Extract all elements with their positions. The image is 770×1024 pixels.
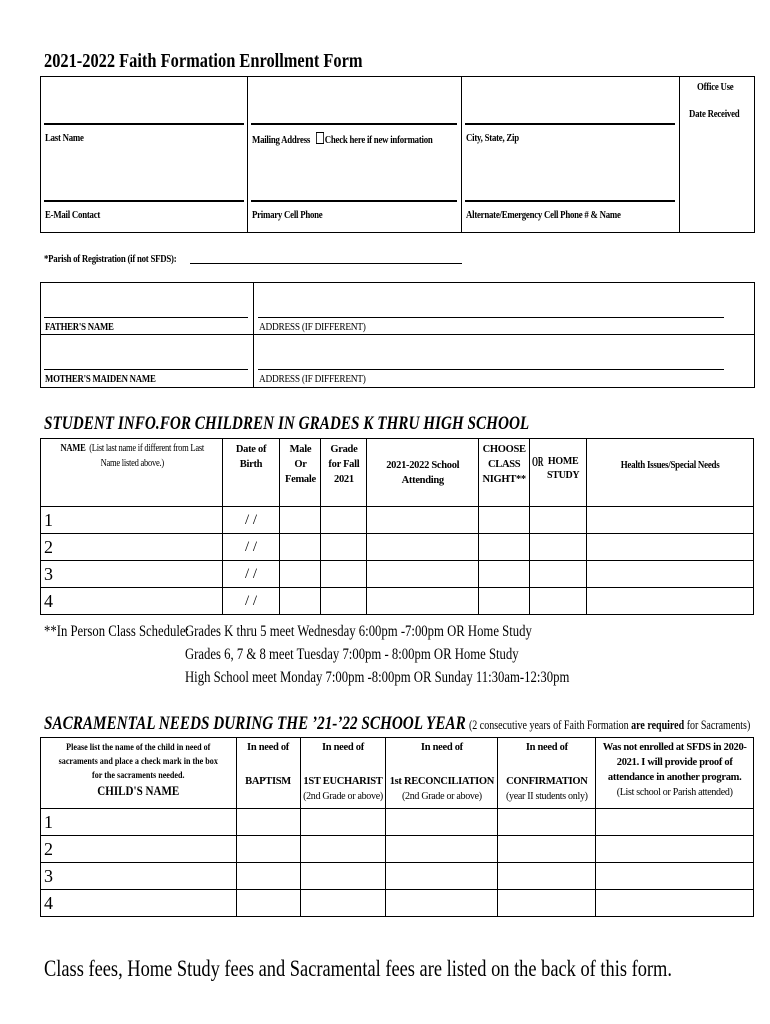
school-cell[interactable] — [367, 588, 479, 615]
fees-footer: Class fees, Home Study fees and Sacramental fees are listed on the back of this form. — [44, 956, 672, 981]
parish-field[interactable] — [190, 263, 462, 264]
reconciliation-cell[interactable] — [386, 863, 498, 890]
reconciliation-cell[interactable] — [386, 890, 498, 917]
student-row-number: 2 — [41, 534, 223, 561]
new-info-checkbox[interactable] — [316, 132, 324, 144]
student-row-number: 1 — [41, 507, 223, 534]
class-night-cell[interactable] — [479, 534, 530, 561]
sacrament-row-number: 2 — [41, 836, 237, 863]
schedule-line-3: High School meet Monday 7:00pm -8:00pm OR Sunday 11:30am-12:30pm — [185, 669, 570, 686]
baptism-cell[interactable] — [236, 863, 300, 890]
primary-cell-label: Primary Cell Phone — [252, 209, 323, 221]
col-confirmation-header: In need of CONFIRMATION (year II students only) — [498, 738, 596, 809]
health-cell[interactable] — [587, 561, 754, 588]
dob-cell[interactable]: / / — [222, 561, 280, 588]
col-child-header: Please list the name of the child in need of sacraments and place a check mark in the box for the sacraments needed. CHILD'S NAME — [41, 738, 237, 809]
schedule-line-2: Grades 6, 7 & 8 meet Tuesday 7:00pm - 8:00pm OR Home Study — [185, 646, 519, 663]
mother-address-label: ADDRESS (IF DIFFERENT) — [259, 373, 366, 385]
primary-cell-field[interactable] — [251, 200, 457, 202]
office-use-label: Office Use — [697, 81, 734, 93]
alternate-phone-label: Alternate/Emergency Cell Phone # & Name — [466, 209, 621, 221]
last-name-field[interactable] — [44, 123, 244, 125]
not-enrolled-cell[interactable] — [596, 809, 754, 836]
eucharist-cell[interactable] — [300, 809, 386, 836]
email-label: E-Mail Contact — [45, 209, 101, 221]
col-grade-header: Grade for Fall 2021 — [321, 439, 367, 507]
not-enrolled-cell[interactable] — [596, 836, 754, 863]
sacrament-row-number: 4 — [41, 890, 237, 917]
col-not-enrolled-header: Was not enrolled at SFDS in 2020-2021. I will provide proof of attendance in another program. (List school or Parish attended) — [596, 738, 754, 809]
school-cell[interactable] — [367, 534, 479, 561]
health-cell[interactable] — [587, 507, 754, 534]
not-enrolled-cell[interactable] — [596, 890, 754, 917]
col-gender-header: Male Or Female — [280, 439, 321, 507]
reconciliation-cell[interactable] — [386, 836, 498, 863]
school-cell[interactable] — [367, 561, 479, 588]
sacrament-row-number: 3 — [41, 863, 237, 890]
student-row — [41, 561, 754, 588]
sacrament-row — [41, 890, 754, 917]
student-row — [41, 507, 754, 534]
home-study-cell[interactable] — [530, 534, 587, 561]
schedule-line-1: Grades K thru 5 meet Wednesday 6:00pm -7:00pm OR Home Study — [185, 623, 532, 640]
gender-cell[interactable] — [280, 534, 321, 561]
father-address-field[interactable] — [258, 317, 724, 318]
eucharist-cell[interactable] — [300, 863, 386, 890]
confirmation-cell[interactable] — [498, 809, 596, 836]
home-study-cell[interactable] — [530, 561, 587, 588]
student-table — [40, 438, 754, 615]
gender-cell[interactable] — [280, 561, 321, 588]
contact-info-box — [40, 76, 755, 233]
form-title: 2021-2022 Faith Formation Enrollment Form — [44, 50, 363, 72]
mother-address-field[interactable] — [258, 369, 724, 370]
col-home-study-header: OR HOME STUDY — [530, 439, 587, 507]
sacrament-row — [41, 809, 754, 836]
parents-box — [40, 282, 755, 388]
mailing-address-field[interactable] — [251, 123, 457, 125]
home-study-cell[interactable] — [530, 588, 587, 615]
sacrament-row — [41, 863, 754, 890]
baptism-cell[interactable] — [236, 836, 300, 863]
sacrament-row — [41, 836, 754, 863]
student-row-number: 4 — [41, 588, 223, 615]
sacramental-title: SACRAMENTAL NEEDS DURING THE ’21-’22 SCHOOL YEAR (2 consecutive years of Faith Formation are required for Sacraments) — [44, 713, 751, 734]
city-state-zip-label: City, State, Zip — [466, 132, 519, 144]
col-reconciliation-header: In need of 1st RECONCILIATION (2nd Grade or above) — [386, 738, 498, 809]
grade-cell[interactable] — [321, 507, 367, 534]
gender-cell[interactable] — [280, 588, 321, 615]
class-night-cell[interactable] — [479, 561, 530, 588]
mother-name-label: MOTHER'S MAIDEN NAME — [45, 373, 156, 385]
student-row-number: 3 — [41, 561, 223, 588]
col-name-header: NAME (List last name if different from Last Name listed above.) — [41, 439, 223, 507]
sacramental-table — [40, 737, 754, 917]
sacrament-row-number: 1 — [41, 809, 237, 836]
dob-cell[interactable]: / / — [222, 534, 280, 561]
father-address-label: ADDRESS (IF DIFFERENT) — [259, 321, 366, 333]
grade-cell[interactable] — [321, 534, 367, 561]
father-name-label: FATHER'S NAME — [45, 321, 114, 333]
confirmation-cell[interactable] — [498, 836, 596, 863]
student-section-title: STUDENT INFO.FOR CHILDREN IN GRADES K THRU HIGH SCHOOL — [44, 413, 530, 434]
col-class-night-header: CHOOSE CLASS NIGHT** — [479, 439, 530, 507]
grade-cell[interactable] — [321, 561, 367, 588]
eucharist-cell[interactable] — [300, 836, 386, 863]
student-row — [41, 588, 754, 615]
dob-cell[interactable]: / / — [222, 588, 280, 615]
baptism-cell[interactable] — [236, 890, 300, 917]
health-cell[interactable] — [587, 588, 754, 615]
eucharist-cell[interactable] — [300, 890, 386, 917]
alternate-phone-field[interactable] — [465, 200, 675, 202]
confirmation-cell[interactable] — [498, 890, 596, 917]
gender-cell[interactable] — [280, 507, 321, 534]
student-row — [41, 534, 754, 561]
date-received-label: Date Received — [689, 108, 740, 120]
parish-label: *Parish of Registration (if not SFDS): — [44, 253, 177, 265]
email-field[interactable] — [44, 200, 244, 202]
col-health-header: Health Issues/Special Needs — [587, 439, 754, 507]
health-cell[interactable] — [587, 534, 754, 561]
home-study-cell[interactable] — [530, 507, 587, 534]
or-label: OR — [532, 455, 544, 470]
city-state-zip-field[interactable] — [465, 123, 675, 125]
mailing-address-label: Mailing Address Check here if new information — [252, 134, 433, 146]
confirmation-cell[interactable] — [498, 863, 596, 890]
col-dob-header: Date of Birth — [222, 439, 280, 507]
not-enrolled-cell[interactable] — [596, 863, 754, 890]
last-name-label: Last Name — [45, 132, 84, 144]
school-cell[interactable] — [367, 507, 479, 534]
class-night-cell[interactable] — [479, 588, 530, 615]
baptism-cell[interactable] — [236, 809, 300, 836]
col-school-header: 2021-2022 School Attending — [367, 439, 479, 507]
mother-name-field[interactable] — [44, 369, 248, 370]
dob-cell[interactable]: / / — [222, 507, 280, 534]
class-night-cell[interactable] — [479, 507, 530, 534]
col-baptism-header: In need of BAPTISM — [236, 738, 300, 809]
col-eucharist-header: In need of 1ST EUCHARIST (2nd Grade or above) — [300, 738, 386, 809]
grade-cell[interactable] — [321, 588, 367, 615]
father-name-field[interactable] — [44, 317, 248, 318]
reconciliation-cell[interactable] — [386, 809, 498, 836]
schedule-label: **In Person Class Schedule: — [44, 623, 190, 640]
